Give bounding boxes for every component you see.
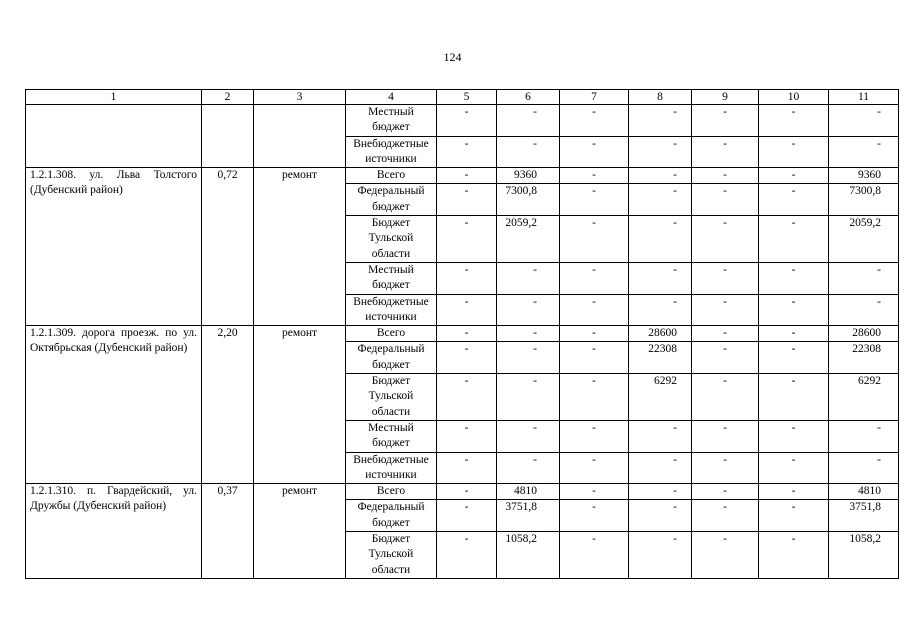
- value-cell: -: [437, 262, 497, 294]
- value-cell: -: [692, 294, 759, 326]
- value-cell: -: [759, 342, 829, 374]
- column-header: 3: [254, 90, 346, 105]
- value-cell: -: [560, 484, 629, 500]
- value-cell: -: [560, 216, 629, 263]
- value-cell: 28600: [829, 326, 899, 342]
- value-cell: -: [692, 136, 759, 168]
- work-type-cell: [254, 105, 346, 168]
- value-cell: -: [437, 500, 497, 532]
- value-cell: -: [629, 168, 692, 184]
- value-cell: 28600: [629, 326, 692, 342]
- value-cell: -: [629, 500, 692, 532]
- funding-source-cell: Всего: [346, 326, 437, 342]
- value-cell: -: [560, 262, 629, 294]
- value-cell: -: [560, 420, 629, 452]
- value-cell: -: [759, 136, 829, 168]
- column-header: 2: [202, 90, 254, 105]
- value-cell: -: [560, 342, 629, 374]
- value-cell: 9360: [497, 168, 560, 184]
- table-row: [26, 484, 899, 500]
- funding-source-cell: Всего: [346, 484, 437, 500]
- column-header: 5: [437, 90, 497, 105]
- value-cell: -: [759, 216, 829, 263]
- value-cell: -: [692, 532, 759, 579]
- value-cell: 22308: [829, 342, 899, 374]
- value-cell: 6292: [629, 374, 692, 421]
- value-cell: -: [560, 374, 629, 421]
- table-body: [26, 90, 899, 579]
- value-cell: -: [829, 105, 899, 137]
- value-cell: 4810: [497, 484, 560, 500]
- value-cell: -: [692, 342, 759, 374]
- object-name-cell: 1.2.1.310. п. Гвардейский, ул. Дружбы (Дубенский район): [26, 484, 202, 579]
- value-cell: -: [437, 168, 497, 184]
- value-cell: 4810: [829, 484, 899, 500]
- value-cell: -: [759, 420, 829, 452]
- value-cell: -: [437, 342, 497, 374]
- value-cell: -: [437, 184, 497, 216]
- value-cell: -: [829, 136, 899, 168]
- length-cell: [202, 105, 254, 168]
- value-cell: -: [759, 168, 829, 184]
- value-cell: -: [560, 326, 629, 342]
- value-cell: -: [759, 105, 829, 137]
- funding-source-cell: Местный бюджет: [346, 262, 437, 294]
- work-type-cell: ремонт: [254, 168, 346, 326]
- value-cell: -: [497, 342, 560, 374]
- value-cell: 2059,2: [829, 216, 899, 263]
- column-header: 4: [346, 90, 437, 105]
- value-cell: -: [560, 168, 629, 184]
- value-cell: -: [692, 262, 759, 294]
- column-header: 6: [497, 90, 560, 105]
- value-cell: 2059,2: [497, 216, 560, 263]
- value-cell: -: [829, 262, 899, 294]
- value-cell: -: [759, 500, 829, 532]
- funding-source-cell: Федеральный бюджет: [346, 184, 437, 216]
- work-type-cell: ремонт: [254, 484, 346, 579]
- value-cell: -: [560, 105, 629, 137]
- value-cell: -: [629, 136, 692, 168]
- length-cell: 0,72: [202, 168, 254, 326]
- value-cell: -: [829, 294, 899, 326]
- value-cell: -: [437, 105, 497, 137]
- funding-source-cell: Федеральный бюджет: [346, 342, 437, 374]
- column-header: 7: [560, 90, 629, 105]
- value-cell: -: [560, 294, 629, 326]
- value-cell: 6292: [829, 374, 899, 421]
- value-cell: 9360: [829, 168, 899, 184]
- funding-table: [25, 89, 899, 579]
- value-cell: -: [629, 184, 692, 216]
- value-cell: -: [497, 420, 560, 452]
- value-cell: 3751,8: [497, 500, 560, 532]
- funding-source-cell: Всего: [346, 168, 437, 184]
- funding-source-cell: Бюджет Тульской области: [346, 532, 437, 579]
- value-cell: -: [497, 136, 560, 168]
- value-cell: -: [759, 326, 829, 342]
- value-cell: -: [692, 374, 759, 421]
- value-cell: -: [437, 216, 497, 263]
- value-cell: -: [437, 326, 497, 342]
- value-cell: -: [497, 374, 560, 421]
- table-row: [26, 168, 899, 184]
- value-cell: -: [497, 262, 560, 294]
- funding-source-cell: Местный бюджет: [346, 420, 437, 452]
- value-cell: -: [437, 374, 497, 421]
- funding-source-cell: Внебюджетные источники: [346, 452, 437, 484]
- value-cell: 3751,8: [829, 500, 899, 532]
- value-cell: -: [692, 420, 759, 452]
- value-cell: -: [497, 105, 560, 137]
- value-cell: -: [560, 500, 629, 532]
- value-cell: -: [437, 136, 497, 168]
- value-cell: -: [629, 420, 692, 452]
- value-cell: -: [759, 262, 829, 294]
- value-cell: -: [497, 326, 560, 342]
- value-cell: 1058,2: [497, 532, 560, 579]
- value-cell: -: [560, 532, 629, 579]
- work-type-cell: ремонт: [254, 326, 346, 484]
- value-cell: 7300,8: [497, 184, 560, 216]
- value-cell: -: [629, 452, 692, 484]
- column-number-header-row: [26, 90, 899, 105]
- value-cell: -: [692, 500, 759, 532]
- value-cell: -: [692, 484, 759, 500]
- value-cell: -: [629, 216, 692, 263]
- value-cell: -: [497, 452, 560, 484]
- value-cell: -: [759, 184, 829, 216]
- value-cell: -: [759, 532, 829, 579]
- value-cell: -: [437, 420, 497, 452]
- length-cell: 2,20: [202, 326, 254, 484]
- column-header: 9: [692, 90, 759, 105]
- value-cell: -: [692, 168, 759, 184]
- page-number: 124: [443, 50, 462, 64]
- value-cell: -: [629, 105, 692, 137]
- funding-source-cell: Федеральный бюджет: [346, 500, 437, 532]
- value-cell: -: [560, 136, 629, 168]
- funding-source-cell: Бюджет Тульской области: [346, 216, 437, 263]
- funding-source-cell: Внебюджетные источники: [346, 294, 437, 326]
- value-cell: -: [629, 262, 692, 294]
- value-cell: -: [629, 294, 692, 326]
- column-header: 10: [759, 90, 829, 105]
- value-cell: -: [759, 452, 829, 484]
- value-cell: -: [692, 452, 759, 484]
- value-cell: 1058,2: [829, 532, 899, 579]
- object-name-cell: 1.2.1.308. ул. Льва Толстого (Дубенский район): [26, 168, 202, 326]
- value-cell: -: [759, 294, 829, 326]
- value-cell: -: [692, 184, 759, 216]
- funding-source-cell: Местный бюджет: [346, 105, 437, 137]
- value-cell: -: [437, 452, 497, 484]
- value-cell: -: [829, 420, 899, 452]
- value-cell: -: [497, 294, 560, 326]
- value-cell: -: [692, 326, 759, 342]
- funding-source-cell: Внебюджетные источники: [346, 136, 437, 168]
- value-cell: -: [560, 452, 629, 484]
- value-cell: -: [759, 484, 829, 500]
- value-cell: -: [829, 452, 899, 484]
- value-cell: -: [437, 294, 497, 326]
- value-cell: 22308: [629, 342, 692, 374]
- column-header: 11: [829, 90, 899, 105]
- value-cell: 7300,8: [829, 184, 899, 216]
- value-cell: -: [692, 105, 759, 137]
- value-cell: -: [437, 532, 497, 579]
- value-cell: -: [560, 184, 629, 216]
- funding-source-cell: Бюджет Тульской области: [346, 374, 437, 421]
- object-name-cell: 1.2.1.309. дорога проезж. по ул. Октябрьская (Дубенский район): [26, 326, 202, 484]
- length-cell: 0,37: [202, 484, 254, 579]
- value-cell: -: [692, 216, 759, 263]
- table-row: [26, 326, 899, 342]
- table-row: [26, 105, 899, 137]
- object-name-cell: [26, 105, 202, 168]
- column-header: 1: [26, 90, 202, 105]
- value-cell: -: [437, 484, 497, 500]
- value-cell: -: [759, 374, 829, 421]
- column-header: 8: [629, 90, 692, 105]
- value-cell: -: [629, 484, 692, 500]
- value-cell: -: [629, 532, 692, 579]
